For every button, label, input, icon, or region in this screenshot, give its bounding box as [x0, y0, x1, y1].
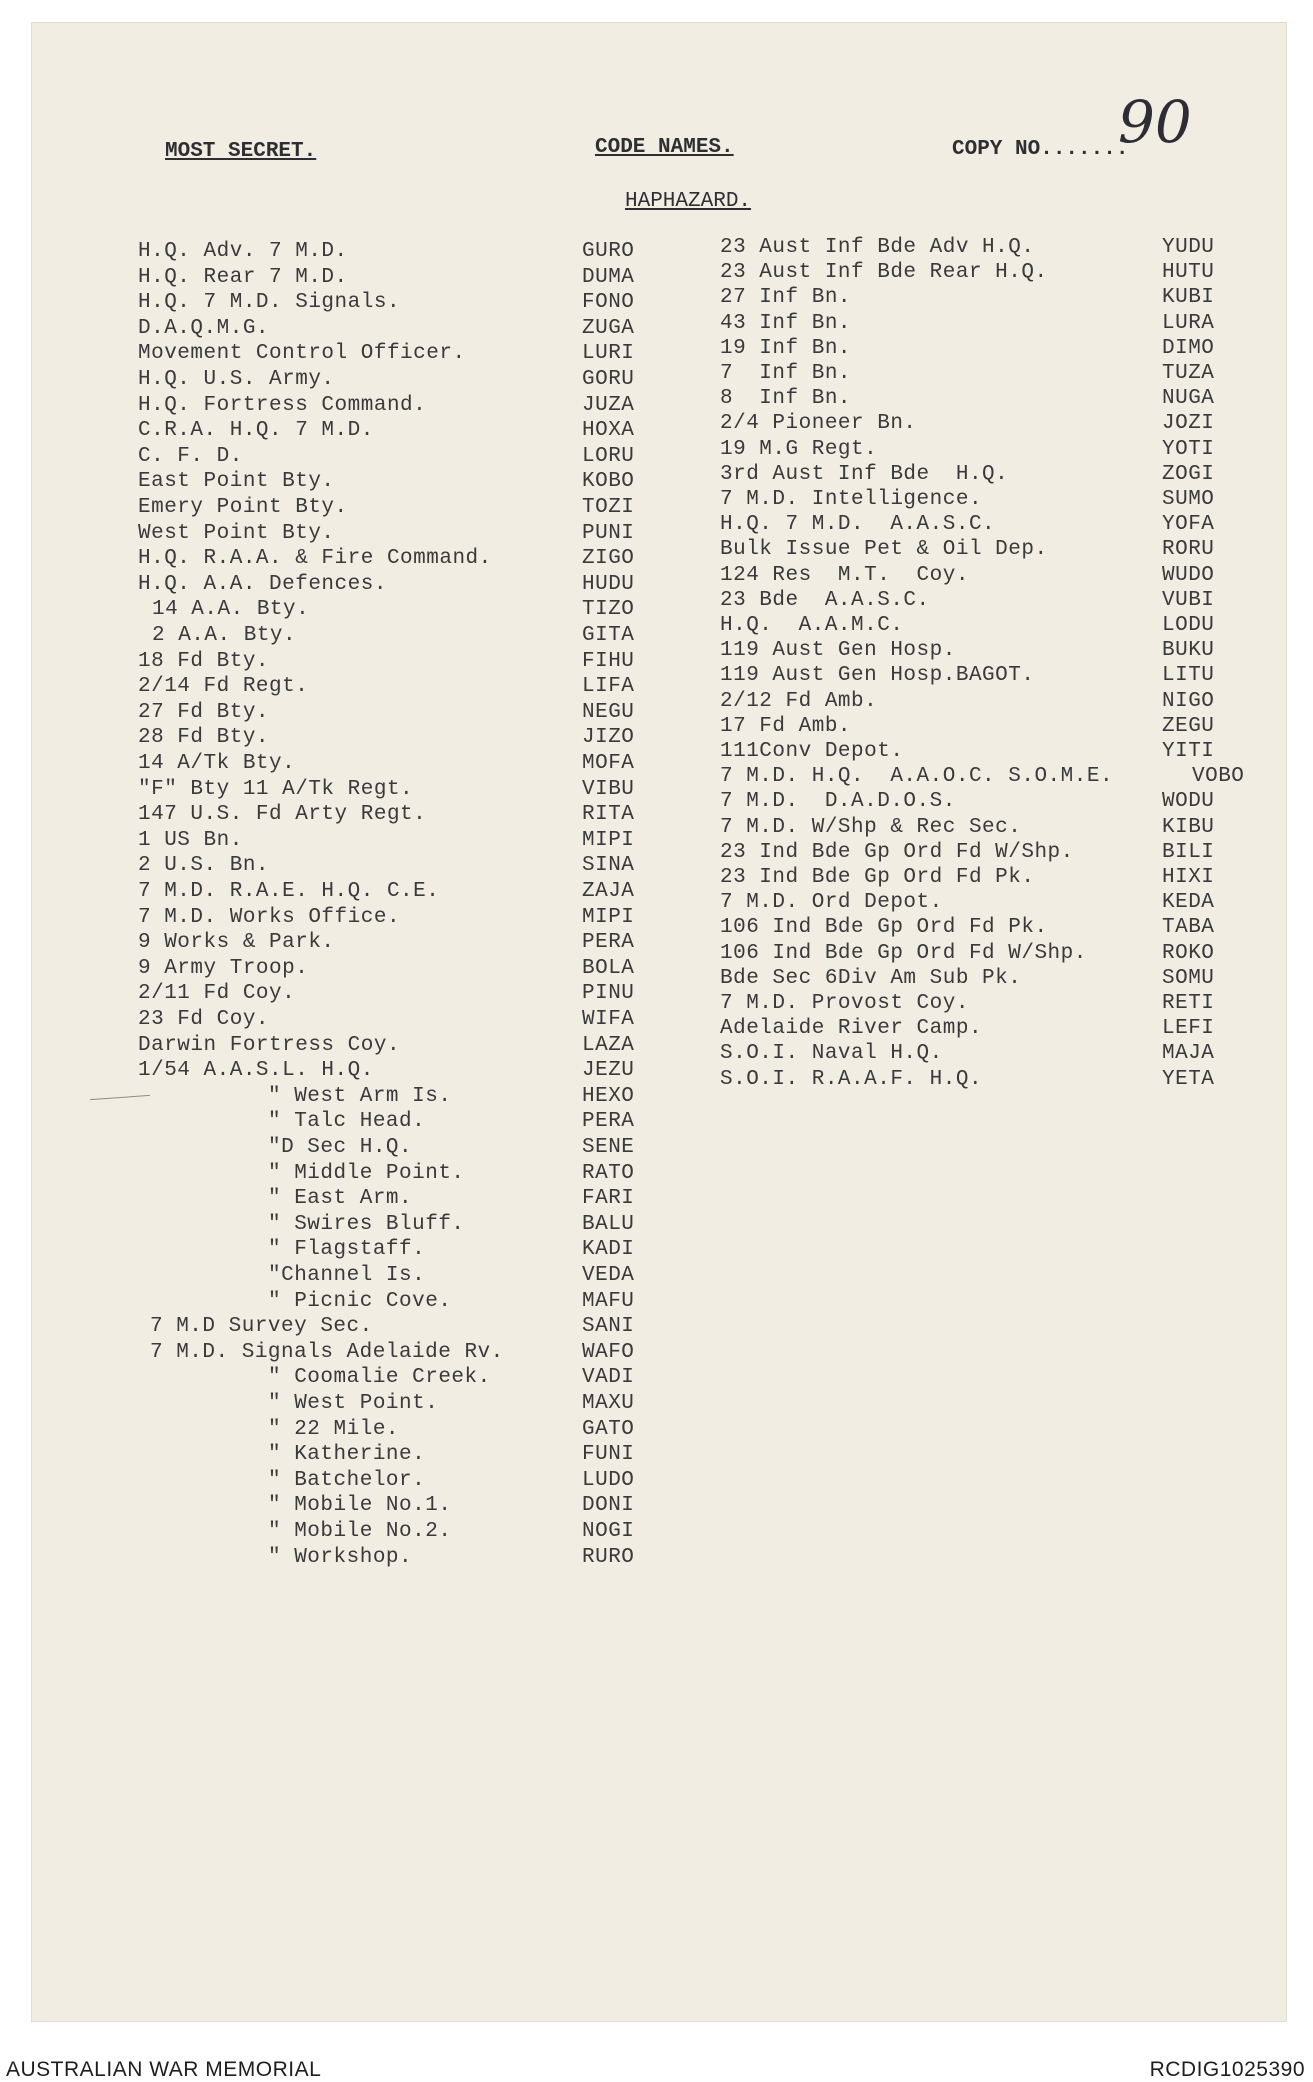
- unit-name: 7 M.D. Works Office.: [138, 905, 401, 929]
- code-name: SUMO: [1162, 488, 1215, 511]
- code-name: TUZA: [1162, 362, 1215, 385]
- code-name: LUDO: [582, 1468, 635, 1492]
- unit-name: 119 Aust Gen Hosp.: [720, 639, 956, 663]
- code-name: YITI: [1162, 740, 1215, 763]
- code-name: FARI: [582, 1187, 635, 1211]
- code-name: YETA: [1162, 1067, 1215, 1091]
- unit-name: 2 U.S. Bn.: [138, 854, 270, 878]
- unit-name: 119 Aust Gen Hosp.BAGOT.: [720, 664, 1035, 688]
- code-name: ZOGI: [1162, 462, 1215, 486]
- unit-name: 7 M.D. W/Shp & Rec Sec.: [720, 815, 1022, 839]
- code-name: MOFA: [582, 752, 635, 775]
- unit-name: 124 Res M.T. Coy.: [720, 563, 969, 587]
- unit-name: H.Q. U.S. Army.: [138, 368, 335, 391]
- unit-name: " Middle Point.: [268, 1161, 465, 1185]
- unit-name: 7 M.D. Intelligence.: [720, 488, 983, 511]
- unit-name: 7 M.D. H.Q. A.A.O.C. S.O.M.E.: [720, 765, 1114, 789]
- code-name: ZIGO: [582, 547, 635, 571]
- code-name: PERA: [582, 931, 635, 955]
- unit-name: 9 Works & Park.: [138, 931, 335, 955]
- unit-name: " Coomalie Creek.: [268, 1366, 491, 1390]
- unit-name: C.R.A. H.Q. 7 M.D.: [138, 419, 374, 443]
- unit-name: " Katherine.: [268, 1443, 426, 1467]
- code-name: KEDA: [1162, 891, 1215, 915]
- unit-name: 3rd Aust Inf Bde H.Q.: [720, 462, 1009, 486]
- unit-name: H.Q. 7 M.D. A.A.S.C.: [720, 513, 996, 537]
- code-name: NEGU: [582, 700, 635, 724]
- code-name: TIZO: [582, 598, 635, 622]
- unit-name: 106 Ind Bde Gp Ord Fd Pk.: [720, 916, 1048, 940]
- code-name: SENE: [582, 1136, 635, 1159]
- code-name: HOXA: [582, 419, 635, 443]
- code-name: HUTU: [1162, 261, 1215, 285]
- unit-name: 27 Fd Bty.: [138, 700, 270, 724]
- unit-name: "Channel Is.: [268, 1264, 426, 1287]
- code-name: LORU: [582, 444, 635, 468]
- code-name: WIFA: [582, 1008, 635, 1031]
- code-name: LURA: [1162, 311, 1215, 335]
- unit-name: " East Arm.: [268, 1187, 413, 1211]
- unit-name: 1 US Bn.: [138, 828, 243, 852]
- unit-name: 8 Inf Bn.: [720, 387, 852, 411]
- handwritten-copy-number: 90: [1118, 88, 1192, 156]
- unit-name: 7 M.D. Ord Depot.: [720, 891, 943, 915]
- unit-name: H.Q. Fortress Command.: [138, 393, 427, 417]
- code-name: VADI: [582, 1366, 635, 1390]
- unit-name: S.O.I. R.A.A.F. H.Q.: [720, 1067, 983, 1091]
- unit-name: H.Q. Adv. 7 M.D.: [138, 240, 348, 263]
- unit-name: 23 Fd Coy.: [138, 1008, 270, 1031]
- unit-name: 14 A.A. Bty.: [152, 598, 310, 622]
- unit-name: Emery Point Bty.: [138, 496, 348, 519]
- code-name: ZEGU: [1162, 714, 1215, 738]
- unit-name: " Talc Head.: [268, 1110, 426, 1134]
- code-name: FIHU: [582, 649, 635, 673]
- unit-name: D.A.Q.M.G.: [138, 316, 270, 340]
- code-name: JUZA: [582, 393, 635, 417]
- unit-name: " West Point.: [268, 1392, 439, 1415]
- code-name: LURI: [582, 342, 635, 366]
- unit-name: 23 Aust Inf Bde Rear H.Q.: [720, 261, 1048, 285]
- unit-name: 1/54 A.A.S.L. H.Q.: [138, 1059, 374, 1083]
- unit-name: Adelaide River Camp.: [720, 1017, 983, 1041]
- code-name: HIXI: [1162, 866, 1215, 889]
- unit-name: " Flagstaff.: [268, 1238, 426, 1262]
- code-name: LIFA: [582, 675, 635, 699]
- code-name: WAFO: [582, 1340, 635, 1364]
- unit-name: 147 U.S. Fd Arty Regt.: [138, 803, 427, 827]
- unit-name: 7 Inf Bn.: [720, 362, 852, 385]
- unit-name: 28 Fd Bty.: [138, 726, 270, 750]
- code-name: MIPI: [582, 905, 635, 929]
- copy-number-label: COPY NO.......: [952, 138, 1129, 161]
- code-name: WODU: [1162, 790, 1215, 814]
- unit-name: H.Q. Rear 7 M.D.: [138, 265, 348, 289]
- code-name: RITA: [582, 803, 635, 827]
- unit-name: 2/11 Fd Coy.: [138, 982, 296, 1006]
- code-name: TABA: [1162, 916, 1215, 940]
- code-name: JOZI: [1162, 412, 1215, 436]
- unit-name: West Point Bty.: [138, 521, 335, 545]
- operation-name: HAPHAZARD.: [625, 190, 752, 213]
- code-name: NIGO: [1162, 689, 1215, 713]
- code-name: YOFA: [1162, 513, 1215, 537]
- code-name: MIPI: [582, 828, 635, 852]
- code-name: GATO: [582, 1417, 635, 1441]
- unit-name: 2 A.A. Bty.: [152, 624, 297, 647]
- code-name: PERA: [582, 1110, 635, 1134]
- code-name: LAZA: [582, 1033, 635, 1057]
- unit-name: H.Q. A.A. Defences.: [138, 572, 387, 596]
- unit-name: 7 M.D. Provost Coy.: [720, 992, 969, 1015]
- code-name: ROKO: [1162, 941, 1215, 965]
- unit-name: 14 A/Tk Bty.: [138, 752, 296, 775]
- unit-name: H.Q. 7 M.D. Signals.: [138, 291, 401, 315]
- unit-name: " Batchelor.: [268, 1468, 426, 1492]
- code-name: BUKU: [1162, 639, 1215, 663]
- code-name: BOLA: [582, 956, 635, 980]
- unit-name: 27 Inf Bn.: [720, 286, 852, 310]
- code-name: MAJA: [1162, 1042, 1215, 1066]
- code-name: HEXO: [582, 1084, 635, 1108]
- code-name: HUDU: [582, 572, 635, 596]
- code-name: DONI: [582, 1494, 635, 1518]
- code-name: NUGA: [1162, 387, 1215, 411]
- unit-name: 23 Ind Bde Gp Ord Fd W/Shp.: [720, 840, 1074, 864]
- unit-name: " West Arm Is.: [268, 1084, 452, 1108]
- unit-name: "D Sec H.Q.: [268, 1136, 413, 1159]
- code-name: JEZU: [582, 1059, 635, 1083]
- code-name: GITA: [582, 624, 635, 647]
- unit-name: Bulk Issue Pet & Oil Dep.: [720, 538, 1048, 562]
- code-name: ZUGA: [582, 316, 635, 340]
- code-name: KOBO: [582, 470, 635, 494]
- code-name: PUNI: [582, 521, 635, 545]
- unit-name: Darwin Fortress Coy.: [138, 1033, 401, 1057]
- classification-heading: MOST SECRET.: [165, 140, 317, 163]
- code-name: TOZI: [582, 496, 635, 519]
- code-name: BALU: [582, 1212, 635, 1236]
- code-name: VIBU: [582, 777, 635, 801]
- record-id: RCDIG1025390: [1149, 2058, 1305, 2081]
- code-name: RATO: [582, 1161, 635, 1185]
- unit-name: 9 Army Troop.: [138, 956, 309, 980]
- unit-name: 23 Ind Bde Gp Ord Fd Pk.: [720, 866, 1035, 889]
- code-name: SANI: [582, 1315, 635, 1339]
- unit-name: Bde Sec 6Div Am Sub Pk.: [720, 966, 1022, 990]
- code-name: JIZO: [582, 726, 635, 750]
- code-name: KIBU: [1162, 815, 1215, 839]
- source-credit: AUSTRALIAN WAR MEMORIAL: [6, 2058, 322, 2081]
- code-name: VEDA: [582, 1264, 635, 1287]
- unit-name: " Mobile No.2.: [268, 1520, 452, 1543]
- code-name: SINA: [582, 854, 635, 878]
- code-name: LEFI: [1162, 1017, 1215, 1041]
- unit-name: 17 Fd Amb.: [720, 714, 852, 738]
- unit-name: 2/12 Fd Amb.: [720, 689, 878, 713]
- unit-name: 2/14 Fd Regt.: [138, 675, 309, 699]
- unit-name: " Swires Bluff.: [268, 1212, 465, 1236]
- unit-name: 7 M.D Survey Sec.: [150, 1315, 373, 1339]
- unit-name: " Workshop.: [268, 1545, 413, 1569]
- unit-name: S.O.I. Naval H.Q.: [720, 1042, 943, 1066]
- code-name: GURO: [582, 240, 635, 263]
- unit-name: 23 Aust Inf Bde Adv H.Q.: [720, 236, 1035, 259]
- document-title: CODE NAMES.: [595, 136, 734, 159]
- unit-name: 43 Inf Bn.: [720, 311, 852, 335]
- unit-name: C. F. D.: [138, 444, 243, 468]
- code-name: RETI: [1162, 992, 1215, 1015]
- unit-name: 106 Ind Bde Gp Ord Fd W/Shp.: [720, 941, 1087, 965]
- code-name: BILI: [1162, 840, 1215, 864]
- code-name: NOGI: [582, 1520, 635, 1543]
- code-name: FONO: [582, 291, 635, 315]
- code-name: DUMA: [582, 265, 635, 289]
- unit-name: "F" Bty 11 A/Tk Regt.: [138, 777, 414, 801]
- code-name: FUNI: [582, 1443, 635, 1467]
- unit-name: 18 Fd Bty.: [138, 649, 270, 673]
- code-name: LODU: [1162, 614, 1215, 637]
- unit-name: " Picnic Cove.: [268, 1289, 452, 1313]
- code-name: MAFU: [582, 1289, 635, 1313]
- code-name: VOBO: [1192, 765, 1245, 789]
- code-name: SOMU: [1162, 966, 1215, 990]
- unit-name: East Point Bty.: [138, 470, 335, 494]
- code-name: PINU: [582, 982, 635, 1006]
- unit-name: H.Q. R.A.A. & Fire Command.: [138, 547, 492, 571]
- unit-name: 7 M.D. Signals Adelaide Rv.: [150, 1340, 504, 1364]
- unit-name: 111Conv Depot.: [720, 740, 904, 763]
- code-name: MAXU: [582, 1392, 635, 1415]
- code-name: VUBI: [1162, 588, 1215, 612]
- unit-name: 19 Inf Bn.: [720, 336, 852, 360]
- code-name: RORU: [1162, 538, 1215, 562]
- code-name: WUDO: [1162, 563, 1215, 587]
- code-name: DIMO: [1162, 336, 1215, 360]
- unit-name: 7 M.D. R.A.E. H.Q. C.E.: [138, 880, 440, 903]
- unit-name: 19 M.G Regt.: [720, 437, 878, 461]
- unit-name: 2/4 Pioneer Bn.: [720, 412, 917, 436]
- unit-name: H.Q. A.A.M.C.: [720, 614, 904, 637]
- code-name: ZAJA: [582, 880, 635, 903]
- code-name: YUDU: [1162, 236, 1215, 259]
- unit-name: Movement Control Officer.: [138, 342, 466, 366]
- code-name: KUBI: [1162, 286, 1215, 310]
- code-name: YOTI: [1162, 437, 1215, 461]
- code-name: RURO: [582, 1545, 635, 1569]
- unit-name: " 22 Mile.: [268, 1417, 400, 1441]
- unit-name: 7 M.D. D.A.D.O.S.: [720, 790, 956, 814]
- unit-name: 23 Bde A.A.S.C.: [720, 588, 930, 612]
- code-name: KADI: [582, 1238, 635, 1262]
- code-name: GORU: [582, 368, 635, 391]
- unit-name: " Mobile No.1.: [268, 1494, 452, 1518]
- code-name: LITU: [1162, 664, 1215, 688]
